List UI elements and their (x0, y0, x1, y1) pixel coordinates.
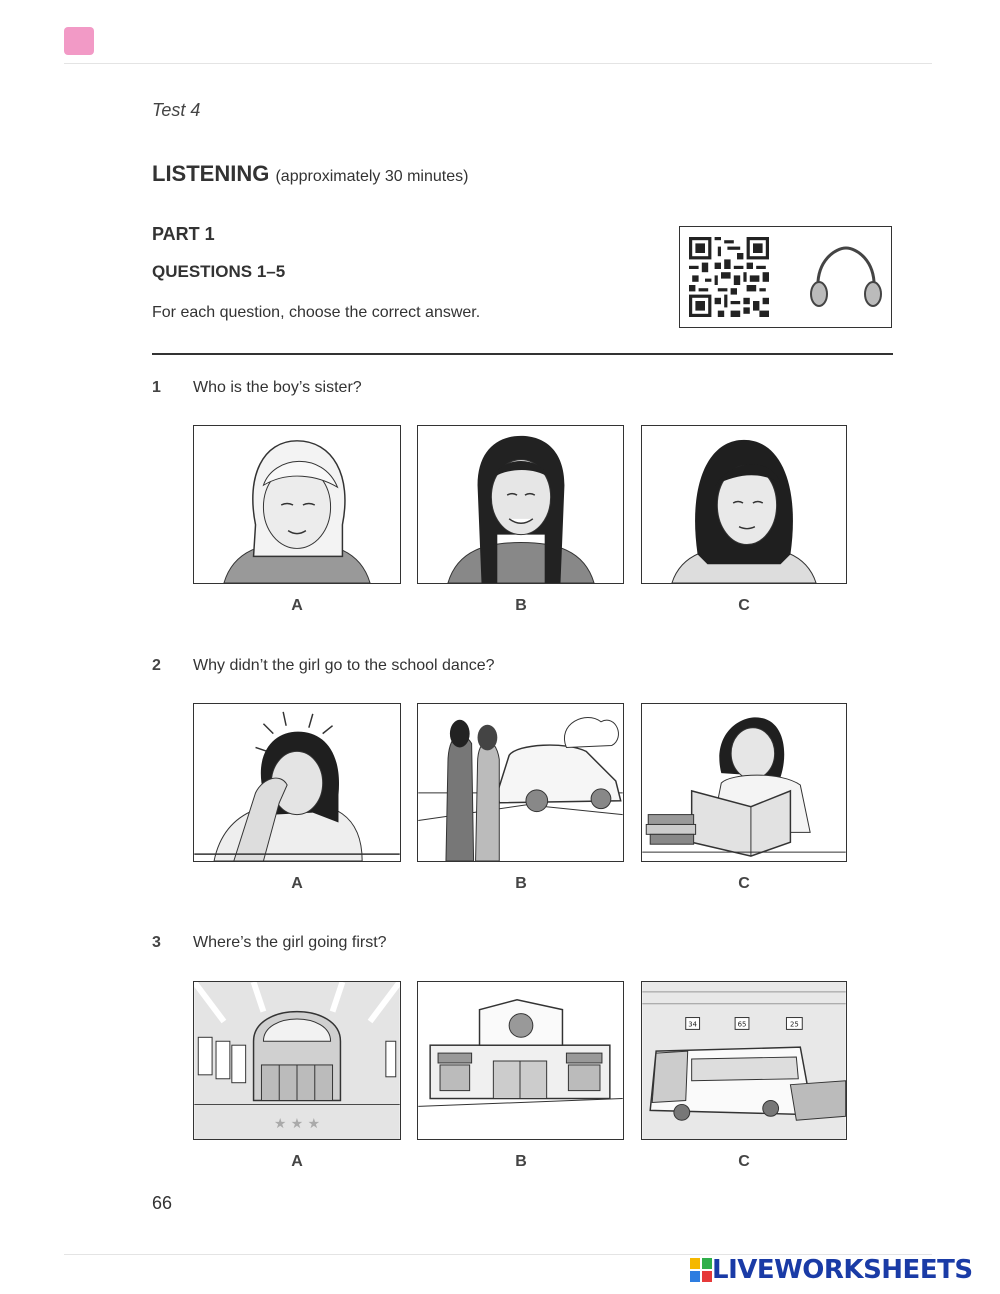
option-label: B (515, 875, 527, 892)
option-image-2a[interactable] (193, 703, 401, 862)
question-text: Who is the boy’s sister? (193, 379, 362, 396)
option-image-1a[interactable] (193, 425, 401, 584)
option-image-3b[interactable] (417, 981, 624, 1140)
question-number: 3 (152, 934, 161, 951)
brand-name: LIVEWORKSHEETS (712, 1255, 973, 1285)
svg-text:★ ★ ★: ★ ★ ★ (274, 1116, 320, 1133)
corner-tab (64, 27, 94, 55)
question-text: Where’s the girl going first? (193, 934, 387, 951)
qr-code-icon[interactable] (689, 237, 769, 317)
burger-restaurant-illustration (418, 982, 623, 1139)
questions-heading: QUESTIONS 1–5 (152, 262, 286, 281)
question-number: 1 (152, 379, 161, 396)
bus-number-sign: 65 (737, 1020, 747, 1029)
bus-station-illustration (642, 982, 846, 1139)
short-dark-hair-girl-illustration (642, 426, 846, 583)
question-number: 2 (152, 657, 161, 674)
option-label: B (515, 597, 527, 614)
option-label: C (738, 597, 750, 614)
option-image-3c[interactable] (641, 981, 847, 1140)
headache-girl-illustration (194, 704, 400, 861)
option-label: A (291, 875, 303, 892)
option-label: A (291, 597, 303, 614)
studying-girl-illustration (642, 704, 846, 861)
option-image-2c[interactable] (641, 703, 847, 862)
liveworksheets-logo[interactable] (690, 1255, 973, 1285)
question-text: Why didn’t the girl go to the school dance? (193, 657, 495, 674)
page-number: 66 (152, 1193, 173, 1213)
option-label: B (515, 1153, 527, 1170)
cinema-illustration (194, 982, 400, 1139)
bus-number-sign: 34 (688, 1020, 698, 1029)
section-subtitle: (approximately 30 minutes) (275, 168, 469, 185)
instruction-text: For each question, choose the correct answer. (152, 304, 481, 321)
section-heading (152, 161, 468, 187)
option-label: A (291, 1153, 303, 1170)
option-label: C (738, 875, 750, 892)
headphones-icon[interactable] (808, 244, 884, 310)
option-image-3a[interactable] (193, 981, 401, 1140)
long-hair-girl-illustration (418, 426, 623, 583)
blonde-girl-illustration (194, 426, 400, 583)
broken-car-illustration (418, 704, 623, 861)
option-image-2b[interactable] (417, 703, 624, 862)
section-divider (152, 353, 893, 355)
bus-number-sign: 25 (789, 1020, 799, 1029)
section-title: LISTENING (152, 161, 270, 186)
blocks-icon (690, 1258, 712, 1282)
option-label: C (738, 1153, 750, 1170)
option-image-1b[interactable] (417, 425, 624, 584)
test-label: Test 4 (152, 100, 201, 120)
option-image-1c[interactable] (641, 425, 847, 584)
part-heading: PART 1 (152, 224, 215, 244)
top-rule (64, 63, 932, 64)
